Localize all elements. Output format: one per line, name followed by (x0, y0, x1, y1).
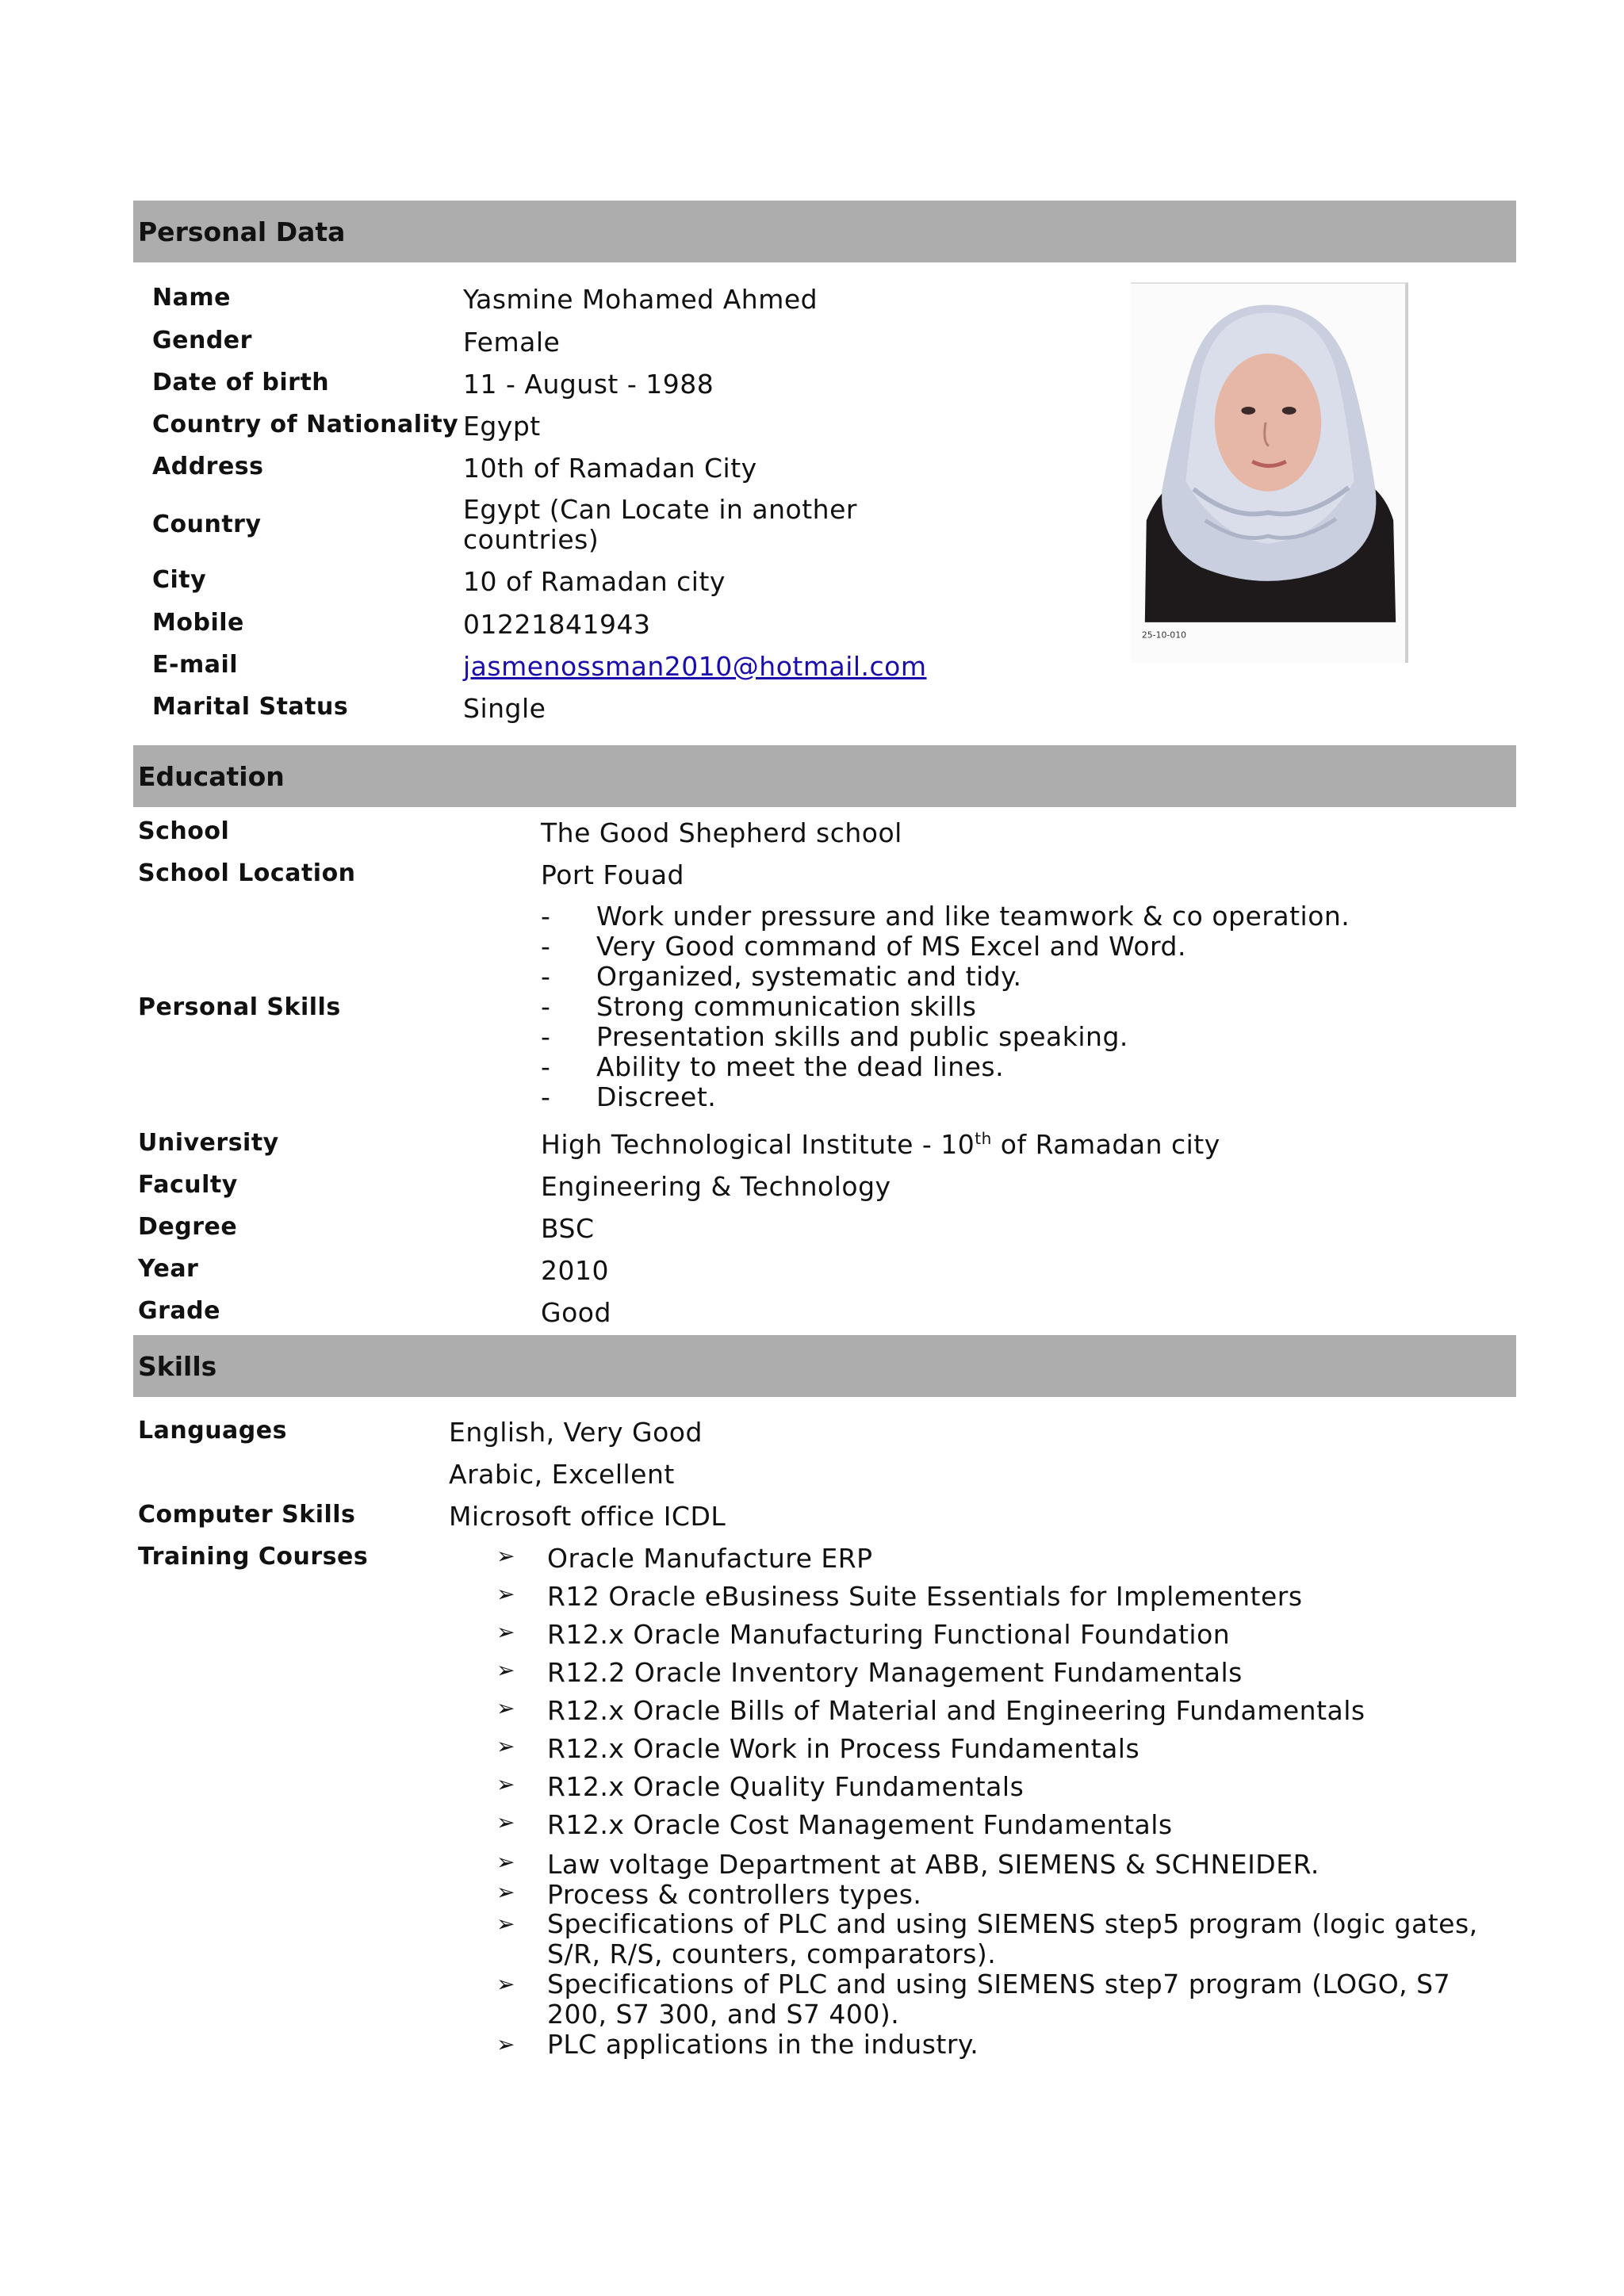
nationality-value: Egypt (463, 411, 541, 442)
list-item: - Organized, systematic and tidy. (541, 961, 1022, 992)
list-item: ➢ Specifications of PLC and using SIEMENS step7 program (LOGO, S7 200, S7 300, and S7 400). (496, 1969, 1451, 2030)
school-location-value: Port Fouad (541, 859, 684, 890)
list-item: ➢ R12.x Oracle Bills of Material and Engineering Fundamentals (496, 1695, 1365, 1726)
profile-photo (1131, 282, 1408, 663)
mobile-label: Mobile (152, 609, 244, 637)
section-header-skills: Skills (133, 1335, 1516, 1397)
section-header-personal-data: Personal Data (133, 201, 1516, 262)
language-english: English, Very Good (449, 1417, 703, 1448)
list-item: ➢ R12.x Oracle Manufacturing Functional Foundation (496, 1619, 1231, 1650)
degree-label: Degree (138, 1213, 238, 1241)
year-label: Year (138, 1255, 199, 1283)
list-item: ➢ PLC applications in the industry. (496, 2029, 979, 2060)
training-courses-label: Training Courses (138, 1543, 369, 1571)
email-label: E-mail (152, 651, 239, 679)
section-header-education: Education (133, 745, 1516, 807)
university-label: University (138, 1129, 279, 1157)
personal-skills-label: Personal Skills (138, 993, 341, 1021)
list-item: ➢ Process & controllers types. (496, 1879, 922, 1910)
grade-value: Good (541, 1297, 611, 1328)
country-label: Country (152, 511, 262, 538)
list-item: - Discreet. (541, 1081, 717, 1112)
faculty-label: Faculty (138, 1171, 238, 1199)
city-label: City (152, 566, 207, 594)
list-item: ➢ R12.x Oracle Cost Management Fundamentals (496, 1809, 1173, 1840)
marital-status-label: Marital Status (152, 693, 349, 721)
grade-label: Grade (138, 1297, 220, 1325)
personal-skills-list (541, 901, 1350, 1112)
computer-skills-label: Computer Skills (138, 1501, 356, 1529)
address-value: 10th of Ramadan City (463, 453, 757, 484)
gender-label: Gender (152, 327, 252, 354)
list-item: - Strong communication skills (541, 991, 977, 1022)
list-item: - Work under pressure and like teamwork & co operation. (541, 901, 1350, 932)
computer-skills-value: Microsoft office ICDL (449, 1501, 726, 1532)
photo-caption: 25-10-010 (1141, 629, 1187, 641)
school-location-label: School Location (138, 859, 356, 887)
city-value: 10 of Ramadan city (463, 566, 726, 597)
mobile-value: 01221841943 (463, 609, 651, 640)
profile-photo-image (1131, 284, 1405, 663)
list-item: ➢ R12.x Oracle Work in Process Fundamentals (496, 1733, 1140, 1764)
list-item: ➢ Specifications of PLC and using SIEMENS step5 program (logic gates, S/R, R/S, counters, comparators). (496, 1908, 1478, 1969)
country-value: Egypt (Can Locate in another countries) (463, 494, 857, 555)
name-value: Yasmine Mohamed Ahmed (463, 284, 818, 315)
list-item: ➢ R12.x Oracle Quality Fundamentals (496, 1771, 1025, 1802)
school-value: The Good Shepherd school (541, 817, 902, 848)
list-item: ➢ Law voltage Department at ABB, SIEMENS & SCHNEIDER. (496, 1849, 1320, 1880)
email-link[interactable]: jasmenossman2010@hotmail.com (463, 651, 927, 682)
address-label: Address (152, 453, 264, 480)
language-arabic: Arabic, Excellent (449, 1459, 675, 1490)
faculty-value: Engineering & Technology (541, 1171, 891, 1202)
degree-value: BSC (541, 1213, 595, 1244)
year-value: 2010 (541, 1255, 609, 1286)
school-label: School (138, 817, 230, 845)
list-item: ➢ Oracle Manufacture ERP (496, 1543, 873, 1574)
marital-status-value: Single (463, 693, 546, 724)
dob-value: 11 - August - 1988 (463, 369, 714, 400)
list-item: - Presentation skills and public speaking. (541, 1021, 1128, 1052)
list-item: - Very Good command of MS Excel and Word. (541, 931, 1186, 962)
dob-label: Date of birth (152, 369, 330, 396)
name-label: Name (152, 284, 231, 312)
university-value: High Technological Institute - 10th of Ramadan city (541, 1129, 1220, 1160)
training-courses-list (496, 1543, 1496, 2060)
nationality-label: Country of Nationality (152, 411, 459, 438)
list-item: ➢ R12 Oracle eBusiness Suite Essentials for Implementers (496, 1581, 1303, 1612)
languages-label: Languages (138, 1417, 287, 1445)
gender-value: Female (463, 327, 561, 358)
list-item: - Ability to meet the dead lines. (541, 1051, 1005, 1082)
list-item: ➢ R12.2 Oracle Inventory Management Fundamentals (496, 1657, 1243, 1688)
